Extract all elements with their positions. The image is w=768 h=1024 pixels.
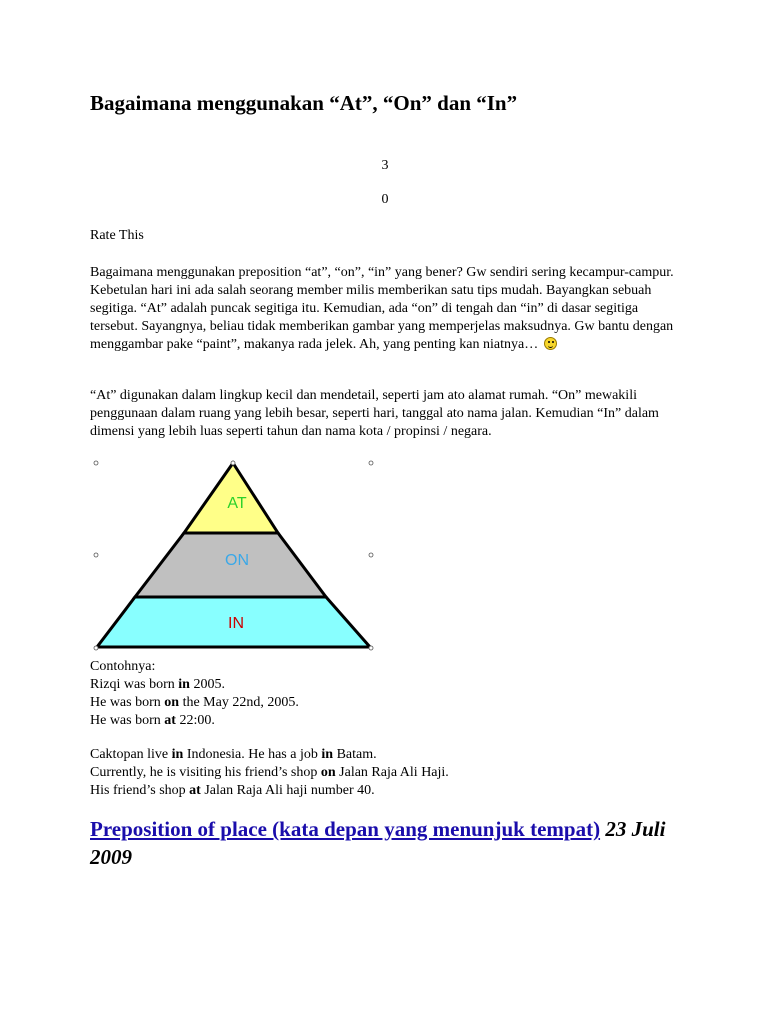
example-line: He was born on the May 22nd, 2005. xyxy=(90,695,299,710)
resize-handle-bl[interactable] xyxy=(94,646,98,650)
resize-handle-br[interactable] xyxy=(369,646,373,650)
example-line: He was born at 22:00. xyxy=(90,713,215,728)
preposition-triangle-diagram xyxy=(90,455,390,655)
examples-group-2 xyxy=(90,746,449,800)
label-on: ON xyxy=(225,552,249,569)
examples-group-1 xyxy=(90,658,299,730)
example-line: Currently, he is visiting his friend’s shop on Jalan Raja Ali Haji. xyxy=(90,765,449,780)
resize-handle-tm[interactable] xyxy=(231,461,235,465)
page-title: Bagaimana menggunakan “At”, “On” dan “In” xyxy=(90,91,518,115)
next-post-link[interactable]: Preposition of place (kata depan yang menunjuk tempat) xyxy=(90,817,601,841)
resize-handle-mr[interactable] xyxy=(369,553,373,557)
rating-up-count[interactable]: 3 xyxy=(381,158,389,173)
rating-down-count[interactable]: 0 xyxy=(381,192,389,207)
example-line: His friend’s shop at Jalan Raja Ali haji number 40. xyxy=(90,783,375,798)
rate-this-label: Rate This xyxy=(90,228,144,243)
next-post-date: 23 Juli 2009 xyxy=(90,817,666,869)
examples-heading: Contohnya: xyxy=(90,659,156,674)
resize-handle-tr[interactable] xyxy=(369,461,373,465)
resize-handle-tl[interactable] xyxy=(94,461,98,465)
label-in: IN xyxy=(228,615,244,632)
explain-paragraph: “At” digunakan dalam lingkup kecil dan mendetail, seperti jam ato alamat rumah. “On” mewakili penggunaan dalam ruang yang lebih besar, seperti hari, tanggal ato nama jalan. Kemudian “In” dalam dimensi yang lebih luas seperti tahun dan nama kota / propinsi / negara. xyxy=(90,388,659,439)
resize-handle-ml[interactable] xyxy=(94,553,98,557)
example-line: Caktopan live in Indonesia. He has a job in Batam. xyxy=(90,747,377,762)
next-post-heading xyxy=(90,815,680,871)
label-at: AT xyxy=(227,495,247,512)
example-line: Rizqi was born in 2005. xyxy=(90,677,225,692)
intro-paragraph xyxy=(90,264,678,354)
intro-text: Bagaimana menggunakan preposition “at”, “on”, “in” yang bener? Gw sendiri sering kecampur-campur. Kebetulan hari ini ada salah seorang member milis memberikan satu tips mudah. Bayangkan sebuah segitiga. “At” adalah puncak segitiga itu. Kemudian, ada “on” di tengah dan “in” di dasar segitiga tersebut. Sayangnya, beliau tidak memberikan gambar yang memperjelas maksudnya. Gw bantu dengan menggambar pake “paint”, makanya rada jelek. Ah, yang penting kan niatnya… xyxy=(90,265,674,352)
smiley-icon xyxy=(544,337,557,350)
